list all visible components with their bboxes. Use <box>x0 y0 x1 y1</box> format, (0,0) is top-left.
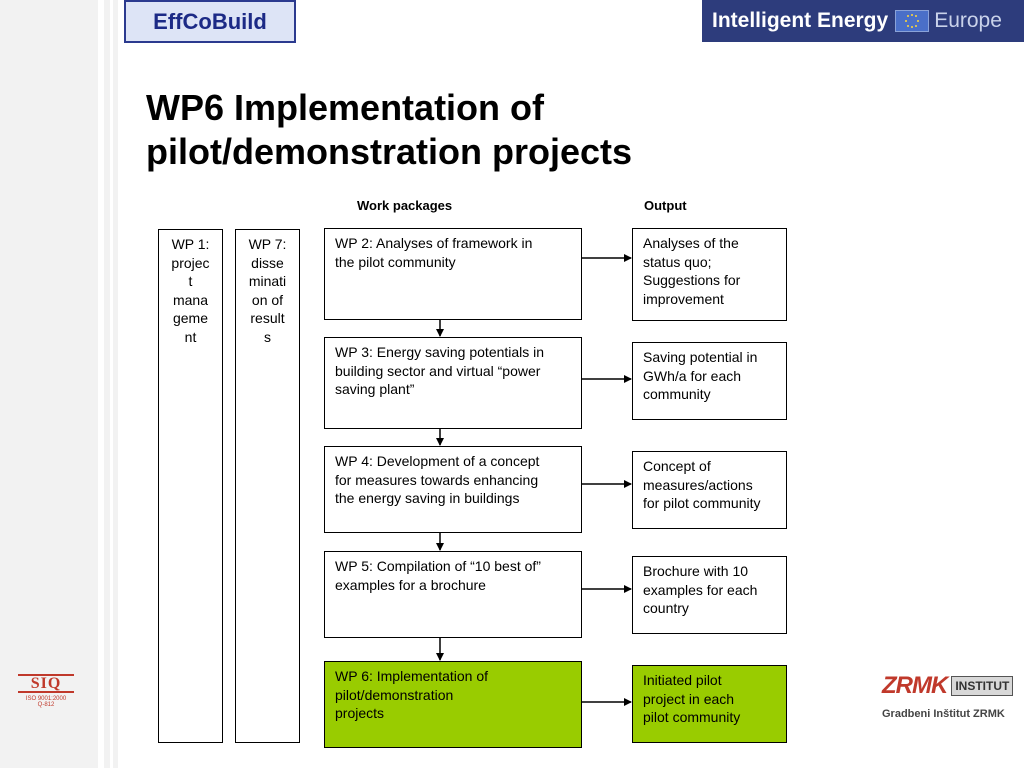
box-line: WP 7: <box>248 236 287 252</box>
box-line: pilot/demonstration <box>335 686 454 703</box>
zrmk-logo <box>882 672 1024 732</box>
zrmk-mark: ZRMK <box>882 672 948 699</box>
banner-sub-text: Europe <box>934 9 1002 32</box>
box-line: disse <box>251 254 284 271</box>
box-line: project in each <box>643 690 735 707</box>
title-line: pilot/demonstration projects <box>146 131 633 172</box>
box-line: for measures towards enhancing <box>335 471 539 488</box>
title-line: WP6 Implementation of <box>146 87 545 128</box>
box-line: WP 5: Compilation of “10 best of” <box>335 558 541 574</box>
box-line: WP 2: Analyses of framework in <box>335 235 533 251</box>
box-line: result <box>250 310 285 327</box>
box-line: examples for a brochure <box>335 576 486 593</box>
box-line: Initiated pilot <box>643 672 722 688</box>
siq-logo <box>18 674 74 714</box>
box-line: Analyses of the <box>643 235 739 251</box>
box-line: improvement <box>643 290 724 307</box>
box-line: WP 3: Energy saving potentials in <box>335 344 545 360</box>
siq-line-1: ISO 9001:2000 <box>25 696 67 702</box>
siq-mark: SIQ <box>18 674 74 693</box>
brand-label: EffCoBuild <box>153 8 267 34</box>
box-line: WP 1: <box>171 236 210 252</box>
box-line: measures/actions <box>643 476 753 493</box>
box-line: projects <box>335 705 385 722</box>
work-packages-header: Work packages <box>357 198 453 213</box>
box-line: examples for each <box>643 581 758 598</box>
box-line: on of <box>251 291 284 308</box>
zrmk-institut-badge: INSTITUT <box>951 676 1013 696</box>
box-line: the pilot community <box>335 253 456 270</box>
box-line: minati <box>248 273 287 290</box>
box-line: projec <box>171 254 210 271</box>
box-line: country <box>643 600 689 617</box>
box-line: Saving potential in <box>643 349 758 365</box>
box-line: Suggestions for <box>643 272 741 289</box>
box-line: WP 4: Development of a concept <box>335 453 540 469</box>
zrmk-caption: Gradbeni Inštitut ZRMK <box>882 708 1005 720</box>
box-line: mana <box>172 291 209 308</box>
box-line: for pilot community <box>643 495 761 512</box>
box-line: pilot community <box>643 709 741 726</box>
output-header: Output <box>644 198 687 213</box>
box-line: community <box>643 386 711 403</box>
box-line: WP 6: Implementation of <box>335 668 489 684</box>
box-line: nt <box>184 328 197 345</box>
box-line: t <box>188 273 193 290</box>
box-line: Concept of <box>643 458 711 474</box>
siq-line-2: Q-812 <box>37 702 55 708</box>
box-line: s <box>264 328 271 345</box>
banner-main-text: Intelligent Energy <box>712 9 889 32</box>
box-line: status quo; <box>643 253 712 270</box>
box-line: geme <box>172 310 209 327</box>
box-line: the energy saving in buildings <box>335 490 520 507</box>
box-line: GWh/a for each <box>643 367 742 384</box>
box-line: saving plant” <box>335 381 415 398</box>
box-line: building sector and virtual “power <box>335 362 541 379</box>
box-line: Brochure with 10 <box>643 563 749 579</box>
